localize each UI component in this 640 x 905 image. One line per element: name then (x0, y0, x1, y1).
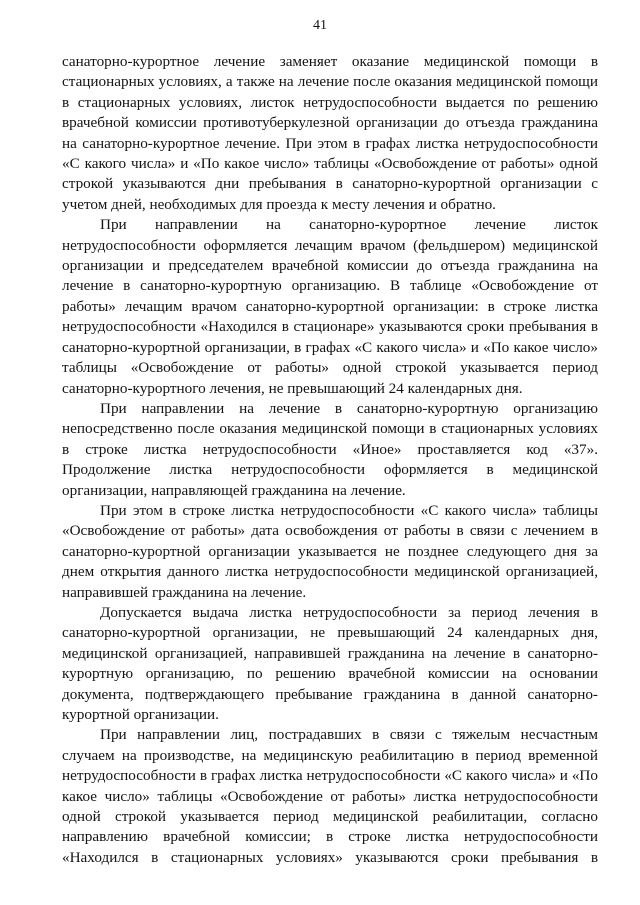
paragraph-2: При направлении на санаторно-курортное лечение листок нетрудоспособности оформляется лечащим врачом (фельдшером) медицинской организации и председателем врачебной комиссии до отъезда гражданина на лечение в санаторно-курортную организацию. В таблице «Освобождение от работы» лечащим врачом санаторно-курортной организации: в строке листка нетрудоспособности «Находился в стационаре» указываются сроки пребывания в санаторно-курортной организации, в графах «С какого числа» и «По какое число» таблицы «Освобождение от работы» одной строкой указывается период санаторно-курортного лечения, не превышающий 24 календарных дня. (62, 216, 598, 397)
paragraph-4: При этом в строке листка нетрудоспособности «С какого числа» таблицы «Освобождение от работы» дата освобождения от работы в связи с лечением в санаторно-курортной организации указывается не позднее следующего дня за днем открытия данного листка нетрудоспособности медицинской организацией, направившей гражданина на лечение. (62, 501, 598, 601)
document-body (62, 52, 598, 868)
paragraph-1: санаторно-курортное лечение заменяет оказание медицинской помощи в стационарных условиях, а также на лечение после оказания медицинской помощи в стационарных условиях, листок нетрудоспособности выдается по решению врачебной комиссии противотуберкулезной организации до отъезда гражданина на санаторно-курортное лечение. При этом в графах листка нетрудоспособности «С какого числа» и «По какое число» таблицы «Освобождение от работы» одной строкой указываются дни пребывания в санаторно-курортной организации с учетом дней, необходимых для проезда к месту лечения и обратно. (62, 53, 598, 213)
paragraph-5: Допускается выдача листка нетрудоспособности за период лечения в санаторно-курортной организации, не превышающий 24 календарных дня, медицинской организацией, направившей гражданина на лечение в санаторно-курортную организацию, по решению врачебной комиссии на основании документа, подтверждающего пребывание гражданина в данной санаторно-курортной организации. (62, 603, 598, 723)
page-number: 41 (313, 18, 327, 33)
paragraph-3: При направлении на лечение в санаторно-курортную организацию непосредственно после оказания медицинской помощи в стационарных условиях в строке листка нетрудоспособности «Иное» проставляется код «37». Продолжение листка нетрудоспособности оформляется в медицинской организации, направляющей гражданина на лечение. (62, 399, 598, 499)
paragraph-6: При направлении лиц, пострадавших в связи с тяжелым несчастным случаем на производстве, на медицинскую реабилитацию в период временной нетрудоспособности в графах листка нетрудоспособности «С какого числа» и «По какое число» таблицы «Освобождение от работы» листка нетрудоспособности одной строкой указывается период медицинской реабилитации, согласно направлению врачебной комиссии; в строке листка нетрудоспособности «Находился в стационарных условиях» указываются сроки пребывания в (62, 726, 598, 866)
